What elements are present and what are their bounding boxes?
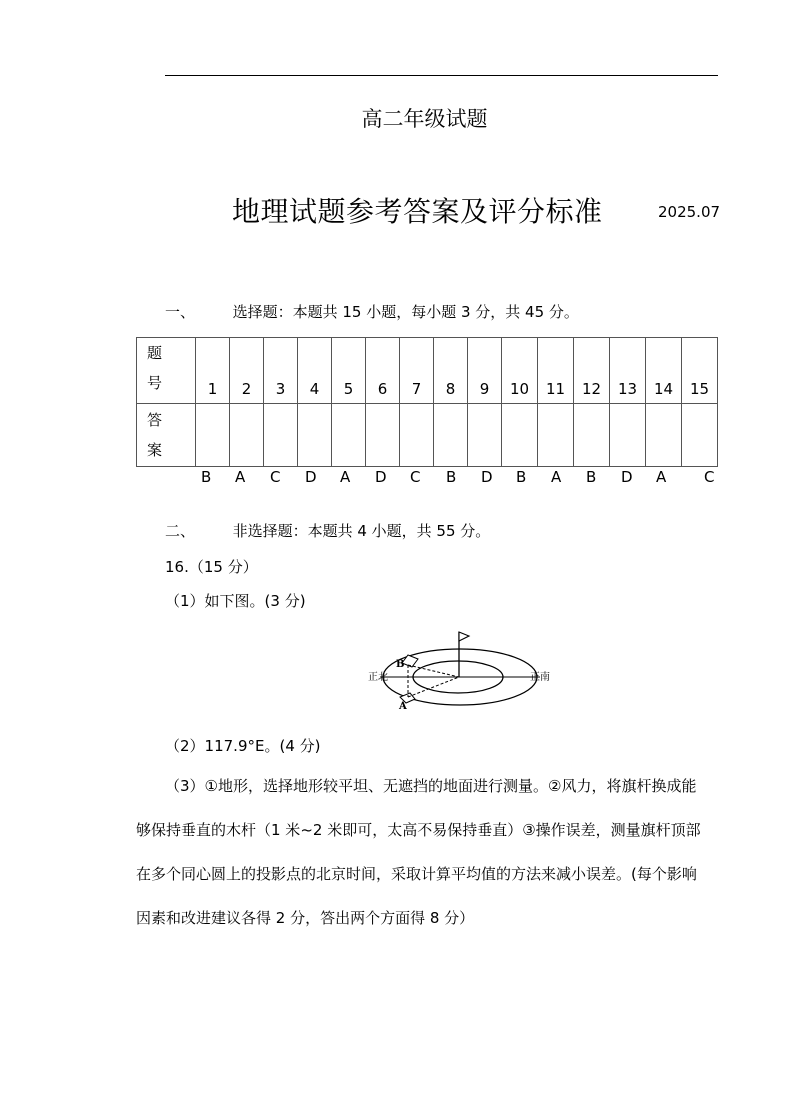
north-label: 正北 (368, 672, 388, 683)
number-cell: 5 (332, 338, 366, 404)
answer-key-letter: A (340, 468, 351, 486)
number-cell: 13 (610, 338, 646, 404)
answer-key-letter: D (305, 468, 317, 486)
q16-part1: （1）如下图。(3 分) (165, 592, 306, 610)
q16-title: 16.（15 分） (165, 558, 258, 576)
answer-cell (196, 404, 230, 467)
page-title: 地理试题参考答案及评分标准 (232, 195, 603, 228)
answer-cell (646, 404, 682, 467)
section1-text: 选择题：本题共 15 小题，每小题 3 分，共 45 分。 (232, 303, 579, 321)
question-number-row (137, 338, 718, 404)
section1-heading (165, 301, 579, 322)
number-cell: 8 (434, 338, 468, 404)
number-cell: 12 (574, 338, 610, 404)
answer-cell (468, 404, 502, 467)
answer-key-letter: B (446, 468, 457, 486)
answer-cell (332, 404, 366, 467)
answer-cell (264, 404, 298, 467)
answer-key-letter: B (201, 468, 212, 486)
number-cell: 3 (264, 338, 298, 404)
flag-icon (459, 632, 469, 641)
answer-cell (682, 404, 718, 467)
answer-table (136, 337, 718, 467)
q16-part3 (136, 764, 720, 940)
q16-part3-line: 够保持垂直的木杆（1 米~2 米即可，太高不易保持垂直）③操作误差，测量旗杆顶部 (136, 821, 701, 839)
number-cell: 15 (682, 338, 718, 404)
answer-key-letter: B (516, 468, 527, 486)
answer-cell (230, 404, 264, 467)
answer-cell (298, 404, 332, 467)
number-cell: 10 (502, 338, 538, 404)
section2-number: 二、 (165, 522, 196, 540)
date-label: 2025.07 (658, 203, 721, 221)
dashed-a-line (408, 677, 459, 697)
south-label: 正南 (530, 672, 550, 683)
number-cell: 1 (196, 338, 230, 404)
number-cell: 2 (230, 338, 264, 404)
q16-part3-line: （3）①地形，选择地形较平坦、无遮挡的地面进行测量。②风力，将旗杆换成能 (165, 777, 697, 795)
answer-cell (610, 404, 646, 467)
number-cell: 6 (366, 338, 400, 404)
answer-key-letter: A (656, 468, 667, 486)
answer-cell (434, 404, 468, 467)
answer-key-letter: C (410, 468, 421, 486)
number-cell: 4 (298, 338, 332, 404)
answer-cell (400, 404, 434, 467)
section2-heading (165, 520, 490, 541)
shadow-measurement-figure (350, 617, 565, 717)
answer-key-letter: B (586, 468, 597, 486)
answer-cell (502, 404, 538, 467)
answer-header-cell: 答 案 (137, 404, 196, 467)
number-cell: 14 (646, 338, 682, 404)
answer-key-letter: C (704, 468, 715, 486)
number-cell: 9 (468, 338, 502, 404)
answer-key-letter: D (481, 468, 493, 486)
section2-text: 非选择题：本题共 4 小题，共 55 分。 (232, 522, 491, 540)
answer-row (137, 404, 718, 467)
number-cell: 11 (538, 338, 574, 404)
q16-part2: （2）117.9°E。(4 分) (165, 737, 321, 755)
q16-part3-line: 因素和改进建议各得 2 分，答出两个方面得 8 分） (136, 909, 475, 927)
answer-key-letter: A (235, 468, 246, 486)
answer-cell (366, 404, 400, 467)
section1-number: 一、 (165, 303, 196, 321)
answer-key-letter: A (551, 468, 562, 486)
top-rule (165, 75, 718, 76)
number-header-cell: 题 号 (137, 338, 196, 404)
answer-key-letter: C (270, 468, 281, 486)
answer-cell (574, 404, 610, 467)
answer-key-letter: D (621, 468, 633, 486)
answer-cell (538, 404, 574, 467)
number-cell: 7 (400, 338, 434, 404)
q16-part3-line: 在多个同心圆上的投影点的北京时间，采取计算平均值的方法来减小误差。(每个影响 (136, 865, 697, 883)
grade-heading: 高二年级试题 (361, 107, 488, 131)
answer-key-letter: D (375, 468, 387, 486)
point-a-label: A (399, 701, 407, 712)
point-b-label: B (396, 659, 405, 670)
